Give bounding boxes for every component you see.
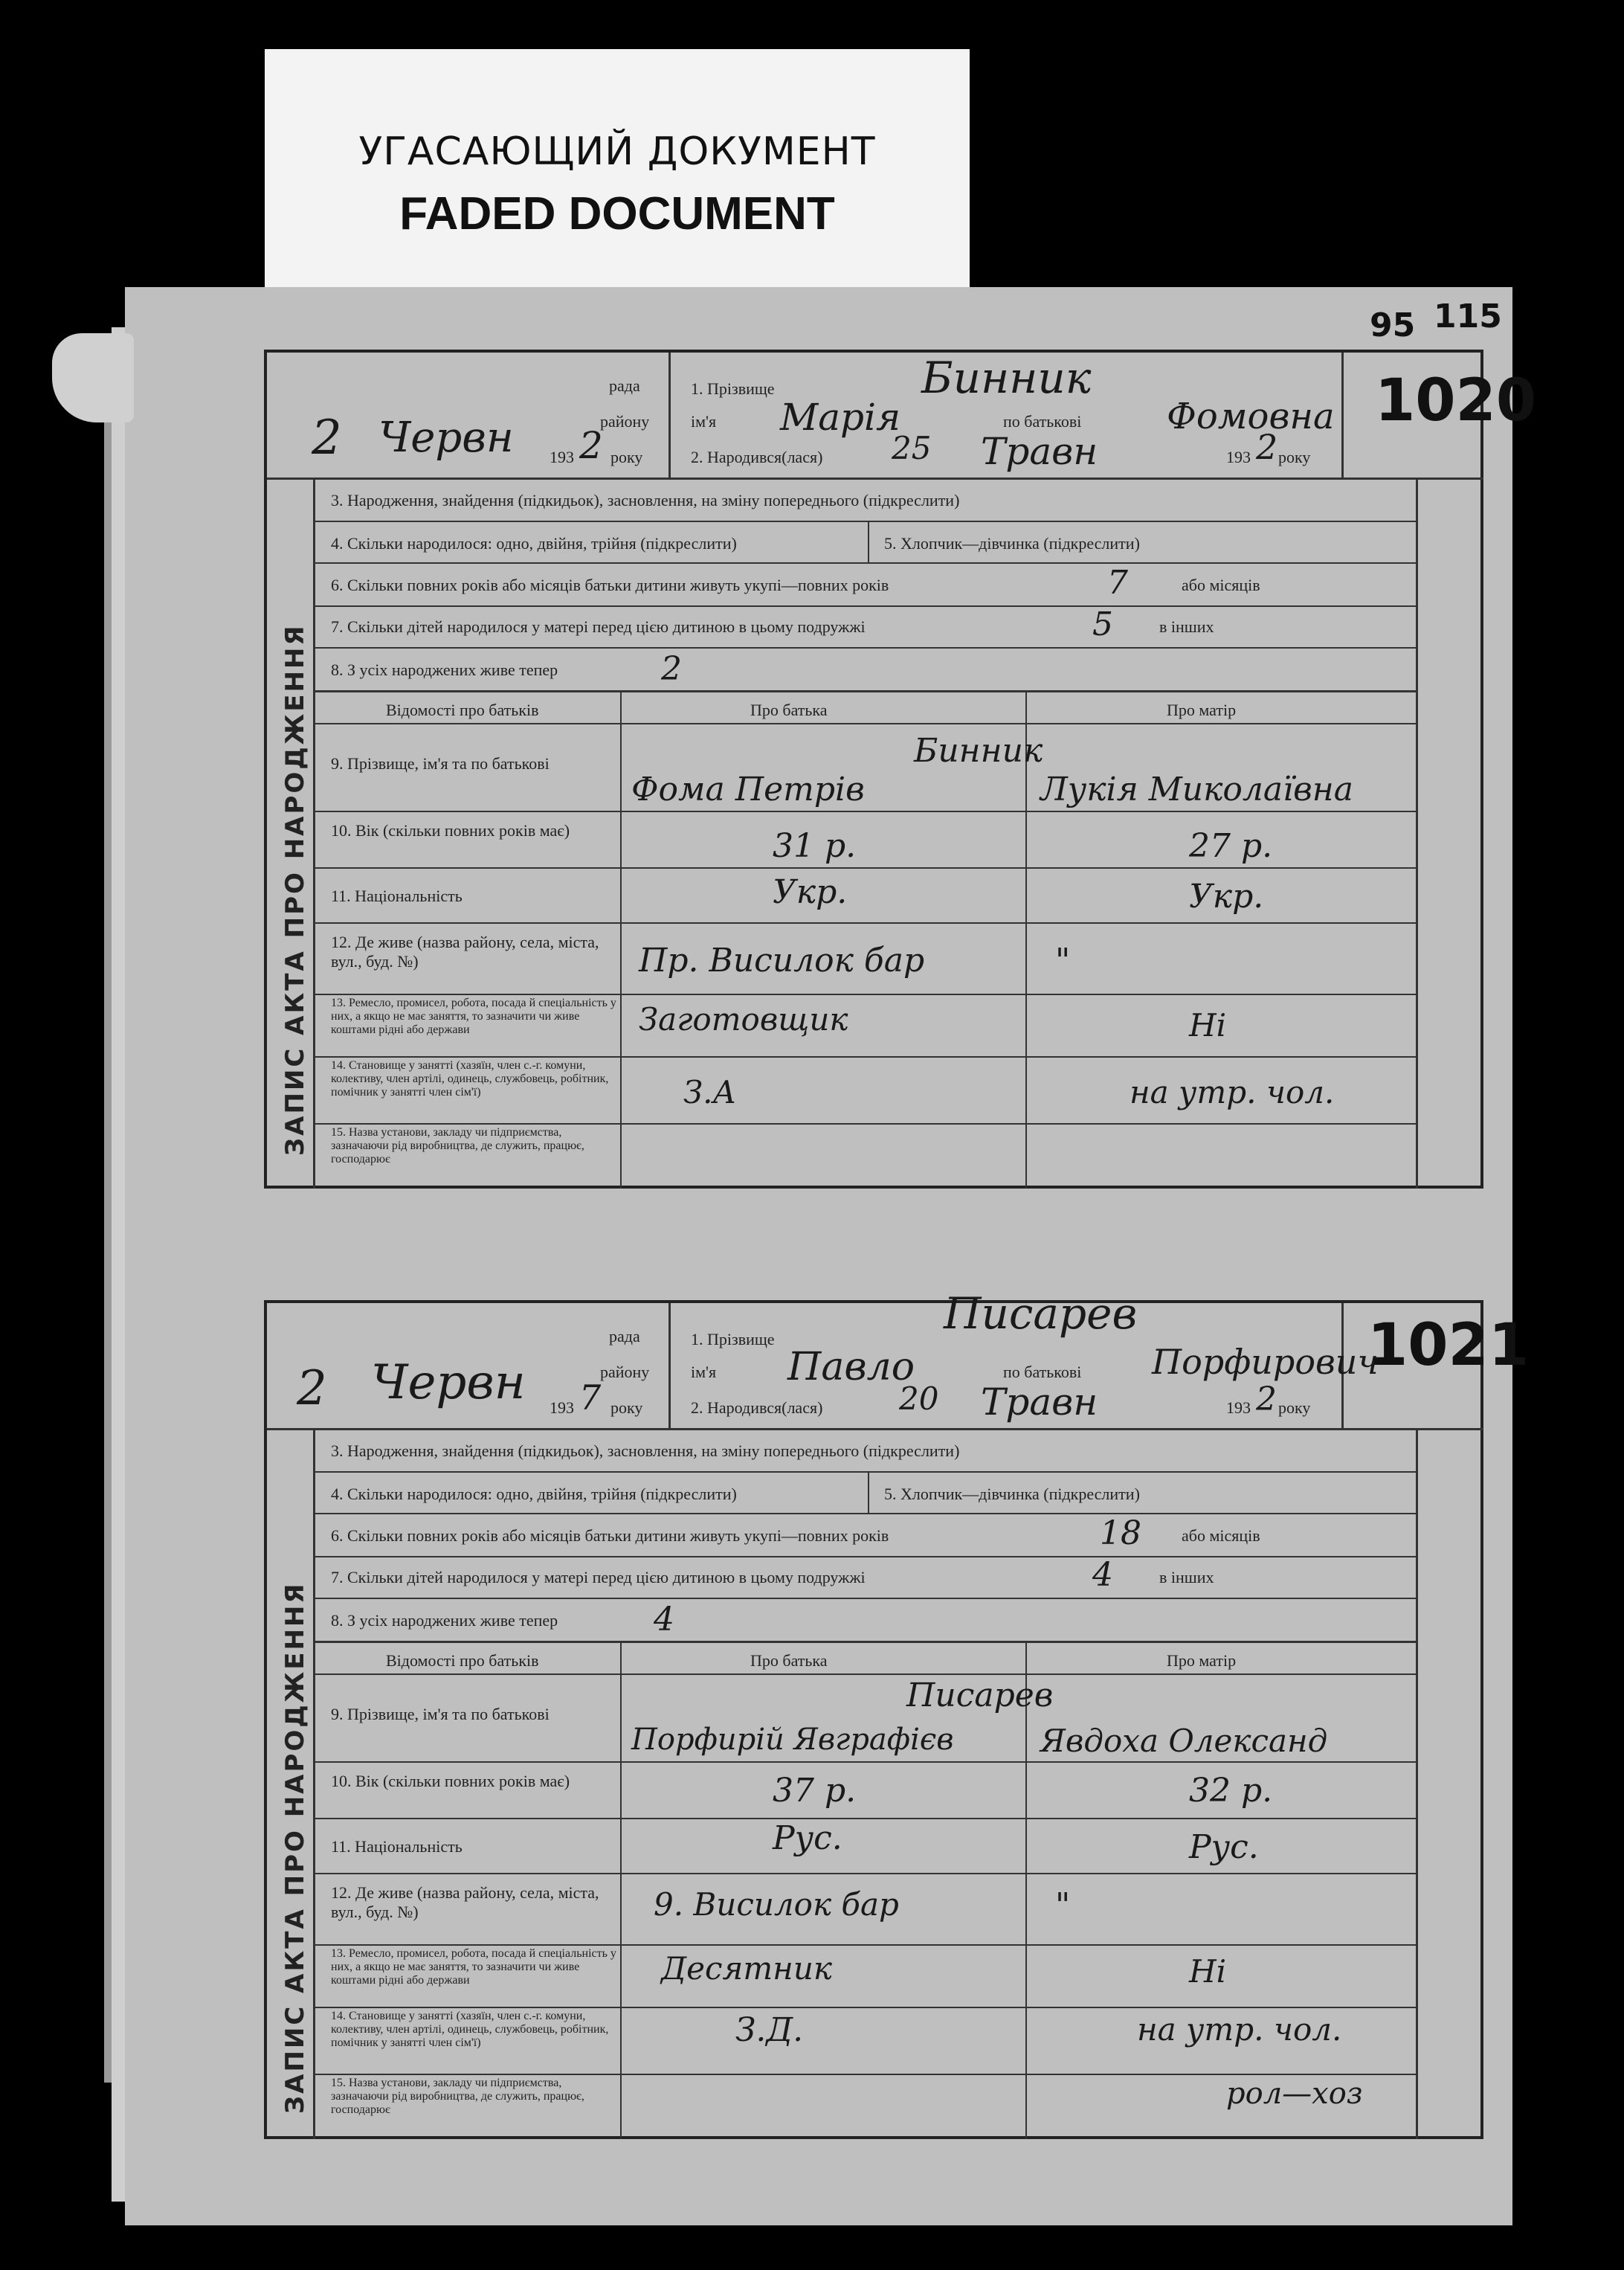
roku-label-2: року (1278, 448, 1311, 466)
mother-age: 27 р. (1189, 827, 1273, 865)
year-prefix: 193 (550, 1398, 574, 1417)
child-patronymic: Фомовна (1167, 396, 1335, 437)
reg-month: Червн (378, 414, 514, 462)
birth-year: 2 (1256, 1380, 1277, 1418)
f14-label: 14. Становище у занятті (хазяїн, член с.-г. комуни, колективу, член артілі, одинець, службовець, робітник, помічник у занятті член сім'ї) (331, 1059, 609, 1099)
child-name: Павло (787, 1345, 915, 1389)
mother-job: Ні (1189, 1007, 1227, 1044)
col-father: Про батька (750, 701, 828, 719)
f3-label: 3. Народження, знайдення (підкидьок), засновлення, на зміну попереднього (підкреслити) (331, 1441, 960, 1460)
faded-document-label (265, 49, 970, 287)
birth-record-1 (264, 350, 1537, 1189)
mother-address: " (1055, 942, 1071, 980)
f7b-label: в інших (1159, 617, 1214, 636)
f2-label: 2. Народився(лася) (691, 448, 823, 466)
father-age: 37 р. (773, 1772, 857, 1810)
f15-label: 15. Назва установи, закладу чи підприємства, зазначаючи рід виробництва, де служить, працює, господарює (331, 1126, 584, 1165)
imya-label: ім'я (691, 1363, 717, 1381)
f4-label: 4. Скільки народилося: одно, двійня, трійня (підкреслити) (331, 1485, 737, 1503)
mother-age: 32 р. (1189, 1772, 1273, 1810)
father-nat: Рус. (773, 1819, 842, 1857)
mother-nat: Рус. (1189, 1828, 1259, 1866)
mother-name: Лукія Миколаївна (1040, 771, 1354, 808)
f15-label: 15. Назва установи, закладу чи підприємства, зазначаючи рід виробництва, де служить, працює, господарює (331, 2077, 584, 2116)
f4-label: 4. Скільки народилося: одно, двійня, трійня (підкреслити) (331, 534, 737, 553)
birth-month: Травн (981, 430, 1098, 473)
child-surname: Бинник (921, 353, 1092, 403)
reg-year: 2 (579, 424, 603, 467)
rada-label: рада (609, 376, 640, 395)
col-parents: Відомості про батьків (386, 701, 539, 719)
f7-label: 7. Скільки дітей народилося у матері перед цією дитиною в цьому подружжі (331, 617, 866, 636)
year-prefix: 193 (550, 448, 574, 466)
col-father: Про батька (750, 1651, 828, 1670)
f12-label: 12. Де живе (назва району, села, міста, вул., буд. №) (331, 1883, 599, 1921)
archive-number-2: 115 (1434, 298, 1502, 335)
f8-label: 8. З усіх народжених живе тепер (331, 1611, 558, 1630)
record-number: 1020 (1375, 367, 1537, 434)
record-number: 1021 (1367, 1312, 1530, 1379)
f13-label: 13. Ремесло, промисел, робота, посада й спеціальність у них, а якщо не має заняття, то зазначити чи живе коштами рідні або держави (331, 1947, 616, 1987)
father-job: Десятник (661, 1950, 832, 1987)
f2-label: 2. Народився(лася) (691, 1398, 823, 1417)
extra-note: рол—хоз (1226, 2077, 1363, 2111)
f6b-label: або місяців (1182, 1526, 1260, 1545)
f10-label: 10. Вік (скільки повних років має) (331, 821, 570, 840)
birth-day: 20 (899, 1380, 939, 1417)
years-together: 18 (1100, 1514, 1141, 1552)
prev-children: 4 (1092, 1556, 1113, 1594)
f11-label: 11. Національність (331, 887, 463, 905)
mother-address: " (1055, 1886, 1071, 1924)
birth-year: 2 (1256, 427, 1278, 467)
birth-month: Травн (981, 1380, 1098, 1424)
mother-status: на утр. чол. (1137, 2011, 1342, 2048)
year-prefix-2: 193 (1226, 1398, 1251, 1417)
f5-label: 5. Хлопчик—дівчинка (підкреслити) (884, 534, 1140, 553)
father-name: Порфирій Явграфієв (631, 1723, 954, 1757)
col-parents: Відомості про батьків (386, 1651, 539, 1670)
f1-label: 1. Прізвище (691, 379, 775, 398)
f12-label: 12. Де живе (назва району, села, міста, вул., буд. №) (331, 933, 599, 971)
torn-corner (52, 333, 134, 422)
f3-label: 3. Народження, знайдення (підкидьок), засновлення, на зміну попереднього (підкреслити) (331, 491, 960, 509)
col-mother: Про матір (1167, 1651, 1237, 1670)
f7-label: 7. Скільки дітей народилося у матері перед цією дитиною в цьому подружжі (331, 1568, 866, 1586)
side-title: ЗАПИС АКТА ПРО НАРОДЖЕННЯ (280, 1581, 310, 2114)
imya-label: ім'я (691, 412, 717, 431)
father-status: З.А (683, 1074, 737, 1110)
raion-label: району (600, 412, 650, 431)
f7b-label: в інших (1159, 1568, 1214, 1586)
po-batkovi-label: по батькові (1003, 412, 1082, 431)
po-batkovi-label: по батькові (1003, 1363, 1082, 1381)
child-name: Марія (780, 396, 901, 439)
f8-label: 8. З усіх народжених живе тепер (331, 660, 558, 679)
birth-record-2 (264, 1288, 1530, 2139)
side-title: ЗАПИС АКТА ПРО НАРОДЖЕННЯ (280, 623, 310, 1156)
roku-label: року (610, 1398, 643, 1417)
year-prefix-2: 193 (1226, 448, 1251, 466)
mother-job: Ні (1189, 1953, 1227, 1990)
reg-day: 2 (297, 1361, 327, 1416)
archive-number: 95 (1370, 306, 1416, 344)
f6-label: 6. Скільки повних років або місяців батьки дитини живуть укупі—повних років (331, 576, 889, 594)
father-age: 31 р. (773, 827, 857, 865)
prev-children: 5 (1092, 605, 1113, 643)
f5-label: 5. Хлопчик—дівчинка (підкреслити) (884, 1485, 1140, 1503)
label-ru: УГАСАЮЩИЙ ДОКУМЕНТ (358, 129, 876, 174)
child-surname: Писарев (944, 1288, 1138, 1339)
f9-label: 9. Прізвище, ім'я та по батькові (331, 754, 550, 773)
f13-label: 13. Ремесло, промисел, робота, посада й спеціальність у них, а якщо не має заняття, то зазначити чи живе коштами рідні або держави (331, 997, 616, 1036)
rada-label: рада (609, 1327, 640, 1345)
f6-label: 6. Скільки повних років або місяців батьки дитини живуть укупі—повних років (331, 1526, 889, 1545)
child-patronymic: Порфирович (1152, 1342, 1379, 1382)
reg-year: 7 (579, 1377, 602, 1418)
father-status: З.Д. (735, 2011, 804, 2049)
mother-name: Явдоха Олександ (1040, 1723, 1328, 1759)
alive: 2 (661, 650, 682, 688)
mother-status: на утр. чол. (1130, 1074, 1335, 1110)
mother-nat: Укр. (1189, 878, 1264, 916)
reg-day: 2 (312, 411, 342, 466)
roku-label: року (610, 448, 643, 466)
father-job: Заготовщик (639, 1001, 848, 1038)
birth-day: 25 (892, 430, 932, 466)
f9-label: 9. Прізвище, ім'я та по батькові (331, 1705, 550, 1723)
father-surname: Бинник (914, 732, 1043, 770)
label-en: FADED DOCUMENT (399, 188, 835, 239)
f1-label: 1. Прізвище (691, 1330, 775, 1348)
col-mother: Про матір (1167, 701, 1237, 719)
f11-label: 11. Національність (331, 1837, 463, 1856)
raion-label: району (600, 1363, 650, 1381)
roku-label-2: року (1278, 1398, 1311, 1417)
alive: 4 (654, 1601, 674, 1639)
reg-month: Червн (371, 1355, 526, 1410)
father-address: 9. Висилок бар (654, 1886, 899, 1923)
f10-label: 10. Вік (скільки повних років має) (331, 1772, 570, 1790)
f14-label: 14. Становище у занятті (хазяїн, член с.-г. комуни, колективу, член артілі, одинець, службовець, робітник, помічник у занятті член сім'ї) (331, 2010, 609, 2049)
father-name: Фома Петрів (631, 771, 865, 808)
father-surname: Писарев (906, 1676, 1054, 1714)
father-nat: Укр. (773, 873, 848, 911)
father-address: Пр. Висилок бар (639, 942, 925, 980)
years-together: 7 (1107, 564, 1128, 602)
f6b-label: або місяців (1182, 576, 1260, 594)
